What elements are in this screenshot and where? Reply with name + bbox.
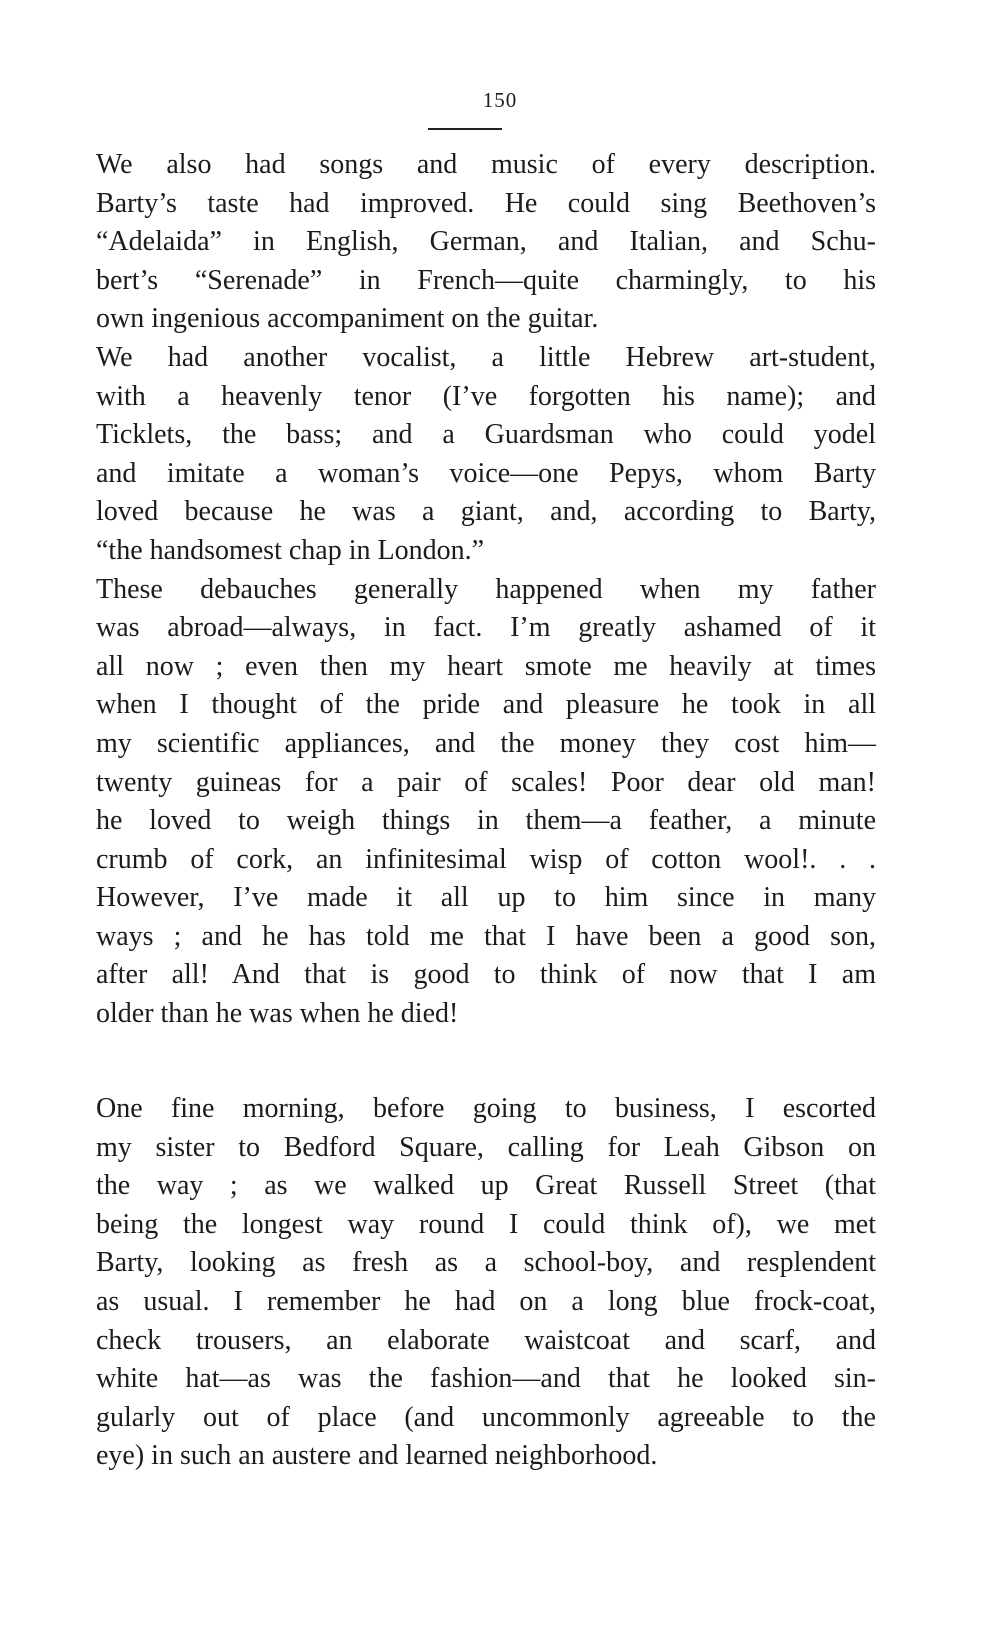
text-line: and imitate a woman’s voice—one Pepys, whom Barty <box>96 457 876 489</box>
text-line: gularly out of place (and uncommonly agreeable to the <box>96 1401 876 1433</box>
text-line: We also had songs and music of every description. <box>96 149 876 180</box>
text-line: check trousers, an elaborate waistcoat and scarf, and <box>96 1324 876 1356</box>
text-line: being the longest way round I could think of), we met <box>96 1208 876 1240</box>
text-line: eye) in such an austere and learned neighborhood. <box>96 1440 658 1472</box>
text-line: bert’s “Serenade” in French—quite charmingly, to his <box>96 264 876 296</box>
text-line: white hat—as was the fashion—and that he looked sin- <box>96 1363 876 1395</box>
text-line: “the handsomest chap in London.” <box>96 534 485 566</box>
text-line: he loved to weigh things in them—a feather, a minute <box>96 805 876 837</box>
text-line: as usual. I remember he had on a long blue frock-coat, <box>96 1285 876 1317</box>
text-line: with a heavenly tenor (I’ve forgotten his name); and <box>96 380 876 412</box>
text-line: However, I’ve made it all up to him since in many <box>96 882 876 914</box>
text-line: was abroad—always, in fact. I’m greatly ashamed of it <box>96 612 876 644</box>
text-line: own ingenious accompaniment on the guitar. <box>96 303 599 335</box>
text-line: after all! And that is good to think of now that I am <box>96 959 876 991</box>
text-line: my scientific appliances, and the money they cost him— <box>96 727 876 759</box>
text-line: when I thought of the pride and pleasure he took in all <box>96 689 876 721</box>
text-line: all now ; even then my heart smote me heavily at times <box>96 650 876 682</box>
text-line: the way ; as we walked up Great Russell Street (that <box>96 1170 876 1202</box>
text-line: Barty, looking as fresh as a school-boy, and resplendent <box>96 1247 876 1279</box>
text-line: We had another vocalist, a little Hebrew art-student, <box>96 341 876 373</box>
text-line: ways ; and he has told me that I have been a good son, <box>96 920 876 952</box>
section-2 <box>96 1090 876 1476</box>
text-line: Barty’s taste had improved. He could sing Beethoven’s <box>96 187 876 219</box>
section-1 <box>96 146 876 1034</box>
page-number: 150 <box>482 88 518 112</box>
text-line: loved because he was a giant, and, according to Barty, <box>96 496 876 528</box>
text-line: These debauches generally happened when my father <box>96 573 876 605</box>
text-line: One fine morning, before going to business, I escorted <box>96 1093 876 1124</box>
text-line: crumb of cork, an infinitesimal wisp of cotton wool!. . . <box>96 843 876 875</box>
header-rule <box>428 128 502 130</box>
text-line: older than he was when he died! <box>96 998 459 1030</box>
text-line: my sister to Bedford Square, calling for Leah Gibson on <box>96 1131 876 1163</box>
text-line: “Adelaida” in English, German, and Italian, and Schu- <box>96 226 876 258</box>
text-line: Ticklets, the bass; and a Guardsman who could yodel <box>96 419 876 451</box>
text-line: twenty guineas for a pair of scales! Poor dear old man! <box>96 766 876 798</box>
